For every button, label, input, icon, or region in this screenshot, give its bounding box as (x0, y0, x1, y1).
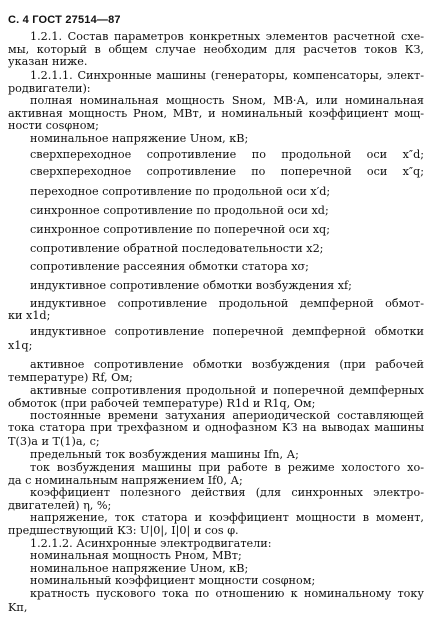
text-line: родвигатели): (8, 82, 91, 95)
text-line: кратность пускового тока по отношению к номинальному току (30, 587, 424, 600)
text-line: активная мощность Pном, МВт, и номинальный коэффициент мощ- (8, 107, 424, 120)
text-line: постоянные времени затухания апериодической составляющей (30, 409, 424, 422)
text-line: напряжение, ток статора и коэффициент мощности в момент, (30, 511, 424, 524)
text-line: 1.2.1. Состав параметров конкретных элементов расчетной схе- (30, 30, 424, 43)
text-line: 1.2.1.1. Синхронные машины (генераторы, компенсаторы, элект- (30, 69, 424, 82)
text-line: 1.2.1.2. Асинхронные электродвигатели: (30, 537, 272, 550)
text-line: активное сопротивление обмотки возбуждения (при рабочей (30, 358, 424, 371)
text-line: x1q; (8, 339, 33, 352)
text-line: T(3)a и T(1)a, с; (8, 435, 100, 448)
text-line: синхронное сопротивление по продольной оси xd; (30, 204, 329, 217)
text-line: номинальный коэффициент мощности cosφном; (30, 574, 316, 587)
text-line: номинальная мощность Pном, МВт; (30, 549, 242, 562)
text-line: индуктивное сопротивление обмотки возбуждения xf; (30, 279, 352, 292)
text-line: полная номинальная мощность Sном, МВ·А, или номинальная (30, 94, 424, 107)
text-line: индуктивное сопротивление продольной демпферной обмот- (30, 297, 424, 310)
text-line: сверхпереходное сопротивление по поперечной оси x″q; (30, 165, 424, 178)
text-line: мы, который в общем случае необходим для расчетов токов КЗ, (8, 43, 424, 56)
text-line: указан ниже. (8, 55, 88, 68)
text-line: сопротивление рассеяния обмотки статора xσ; (30, 260, 309, 273)
page-header: С. 4 ГОСТ 27514—87 (8, 14, 121, 26)
text-line: индуктивное сопротивление поперечной демпферной обмотки (30, 325, 424, 338)
text-line: номинальное напряжение Uном, кВ; (30, 562, 249, 575)
text-line: коэффициент полезного действия (для синхронных электро- (30, 486, 424, 499)
text-line: предшествующий КЗ: U|0|, I|0| и cos φ. (8, 524, 239, 537)
text-line: активные сопротивления продольной и поперечной демпферных (30, 384, 424, 397)
text-line: обмоток (при рабочей температуре) R1d и R1q, Ом; (8, 397, 316, 410)
text-line: ности cosφном; (8, 119, 99, 132)
text-line: тока статора при трехфазном и однофазном КЗ на выводах машины (8, 421, 424, 434)
text-line: синхронное сопротивление по поперечной оси xq; (30, 223, 330, 236)
text-line: сопротивление обратной последовательности x2; (30, 242, 324, 255)
text-line: температуре) Rf, Ом; (8, 371, 133, 384)
text-line: ток возбуждения машины при работе в режиме холостого хо- (30, 461, 424, 474)
text-line: предельный ток возбуждения машины Ifn, А; (30, 448, 299, 461)
text-line: двигателей) η, %; (8, 499, 112, 512)
text-line: Kп, (8, 601, 28, 614)
text-line: ки x1d; (8, 309, 51, 322)
text-line: да с номинальным напряжением If0, А; (8, 474, 243, 487)
text-line: переходное сопротивление по продольной оси x′d; (30, 185, 331, 198)
text-line: номинальное напряжение Uном, кВ; (30, 132, 249, 145)
text-line: сверхпереходное сопротивление по продольной оси x″d; (30, 148, 424, 161)
